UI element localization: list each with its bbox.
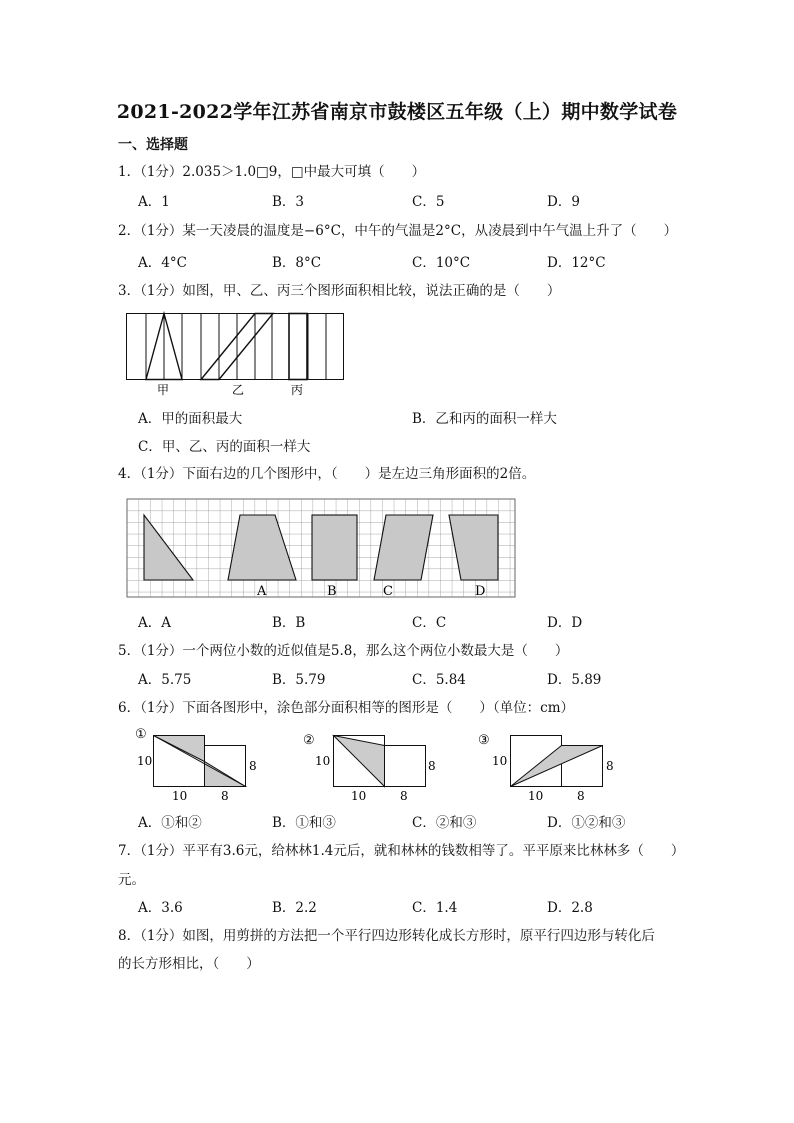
q6-marker-2: ② <box>303 733 315 748</box>
q3-label-jia: 甲 <box>157 383 170 397</box>
q6-fig1-dim-left: 10 <box>137 754 153 768</box>
question-8-stem-line1: 8．（1分）如图，用剪拼的方法把一个平行四边形转化成长方形时，原平行四边形与转化后 <box>118 928 655 944</box>
question-8-stem-line2: 的长方形相比，（ ） <box>118 956 260 972</box>
q1-option-c: C．5 <box>412 194 445 210</box>
q6-fig2-dim-bottom-left: 10 <box>351 789 367 803</box>
q4-label-c: C <box>383 584 393 599</box>
question-3-stem: 3．（1分）如图，甲、乙、丙三个图形面积相比较，说法正确的是（ ） <box>118 283 561 299</box>
q6-fig2-dim-left: 10 <box>315 754 331 768</box>
q4-option-b: B．B <box>272 615 306 631</box>
question-2-stem: 2．（1分）某一天凌晨的温度是−6°C，中午的气温是2°C，从凌晨到中午气温上升了（ ） <box>118 223 678 239</box>
q6-fig1-dim-bottom-left: 10 <box>172 789 188 803</box>
q3-option-a: A．甲的面积最大 <box>138 411 243 427</box>
q7-option-c: C．1.4 <box>412 900 458 916</box>
q1-option-d: D．9 <box>547 194 580 210</box>
q4-figure <box>124 496 518 600</box>
q6-fig2-dim-right: 8 <box>428 759 436 773</box>
page-title: 2021-2022学年江苏省南京市鼓楼区五年级（上）期中数学试卷 <box>116 101 678 123</box>
q6-fig1-dim-bottom-right: 8 <box>221 789 229 803</box>
question-5-stem: 5．（1分）一个两位小数的近似值是5.8，那么这个两位小数最大是（ ） <box>118 643 569 659</box>
q5-option-b: B．5.79 <box>272 672 326 688</box>
q2-option-c: C．10°C <box>412 255 471 271</box>
q6-fig3-dim-left: 10 <box>492 754 508 768</box>
question-1-stem: 1．（1分）2.035＞1.0□9，□中最大可填（ ） <box>118 164 426 180</box>
q3-label-bing: 丙 <box>291 383 304 397</box>
q1-option-a: A．1 <box>138 194 170 210</box>
q6-option-d: D．①②和③ <box>547 815 626 831</box>
q6-figure-2 <box>300 728 440 806</box>
q5-option-a: A．5.75 <box>138 672 192 688</box>
question-4-stem: 4．（1分）下面右边的几个图形中，（ ）是左边三角形面积的2倍。 <box>118 466 536 482</box>
q6-fig1-dim-right: 8 <box>249 759 257 773</box>
q6-fig3-dim-bottom-left: 10 <box>528 789 544 803</box>
q6-fig3-dim-bottom-right: 8 <box>577 789 585 803</box>
q3-label-yi: 乙 <box>232 383 245 397</box>
q4-label-a: A <box>257 584 267 599</box>
q3-figure <box>124 310 348 400</box>
q3-option-b: B．乙和丙的面积一样大 <box>412 411 557 427</box>
q6-marker-3: ③ <box>478 733 490 748</box>
q4-label-d: D <box>475 584 486 599</box>
q6-fig2-dim-bottom-right: 8 <box>400 789 408 803</box>
q6-figure-3 <box>475 728 625 806</box>
q6-fig3-dim-right: 8 <box>606 759 614 773</box>
section-heading: 一、选择题 <box>118 137 188 153</box>
q2-option-b: B．8°C <box>272 255 322 271</box>
q3-option-c: C．甲、乙、丙的面积一样大 <box>138 439 311 455</box>
question-7-stem-line2: 元。 <box>118 872 145 888</box>
q2-option-a: A．4°C <box>138 255 187 271</box>
q4-option-d: D．D <box>547 615 583 631</box>
q7-option-b: B．2.2 <box>272 900 317 916</box>
q1-option-b: B．3 <box>272 194 305 210</box>
q7-option-d: D．2.8 <box>547 900 593 916</box>
q7-option-a: A．3.6 <box>138 900 183 916</box>
q5-option-d: D．5.89 <box>547 672 602 688</box>
q4-option-a: A．A <box>138 615 171 631</box>
q6-option-c: C．②和③ <box>412 815 477 831</box>
q4-option-c: C．C <box>412 615 447 631</box>
q6-option-a: A．①和② <box>138 815 202 831</box>
q4-label-b: B <box>327 584 337 599</box>
question-7-stem-line1: 7．（1分）平平有3.6元，给林林1.4元后，就和林林的钱数相等了。平平原来比林林多（ ） <box>118 843 685 859</box>
question-6-stem: 6．（1分）下面各图形中，涂色部分面积相等的图形是（ ）（单位：cm） <box>118 700 575 716</box>
q6-marker-1: ① <box>135 728 147 742</box>
q2-option-d: D．12°C <box>547 255 606 271</box>
q6-figure-1 <box>132 728 262 806</box>
q6-option-b: B．①和③ <box>272 815 336 831</box>
q5-option-c: C．5.84 <box>412 672 466 688</box>
